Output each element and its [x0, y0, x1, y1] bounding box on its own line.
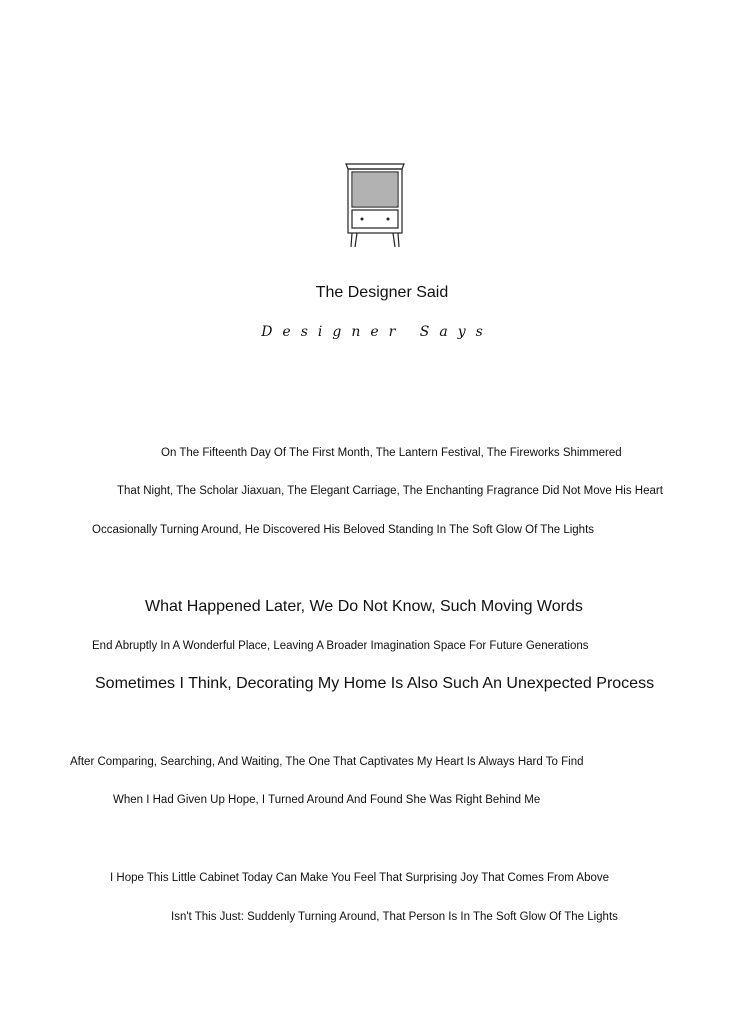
page-title: The Designer Said — [315, 284, 449, 301]
paragraph-line: What Happened Later, We Do Not Know, Such Moving Words — [145, 598, 583, 615]
paragraph-line: After Comparing, Searching, And Waiting, The One That Captivates My Heart Is Always Hard To Find — [70, 756, 584, 768]
paragraph-line: Sometimes I Think, Decorating My Home Is Also Such An Unexpected Process — [95, 675, 655, 692]
paragraph-line: Occasionally Turning Around, He Discovered His Beloved Standing In The Soft Glow Of The Lights — [92, 524, 595, 536]
cabinet-icon — [343, 160, 407, 250]
paragraph-line: On The Fifteenth Day Of The First Month, The Lantern Festival, The Fireworks Shimmered — [161, 447, 622, 459]
paragraph-line: That Night, The Scholar Jiaxuan, The Elegant Carriage, The Enchanting Fragrance Did Not Move His Heart — [117, 485, 663, 497]
paragraph-line: When I Had Given Up Hope, I Turned Around And Found She Was Right Behind Me — [113, 794, 541, 806]
paragraph-line: End Abruptly In A Wonderful Place, Leaving A Broader Imagination Space For Future Generations — [92, 640, 589, 652]
paragraph-line: I Hope This Little Cabinet Today Can Make You Feel That Surprising Joy That Comes From Above — [110, 872, 610, 884]
paragraph-line: Isn't This Just: Suddenly Turning Around, That Person Is In The Soft Glow Of The Lights — [171, 911, 618, 923]
page-subtitle: Designer Says — [261, 324, 493, 340]
